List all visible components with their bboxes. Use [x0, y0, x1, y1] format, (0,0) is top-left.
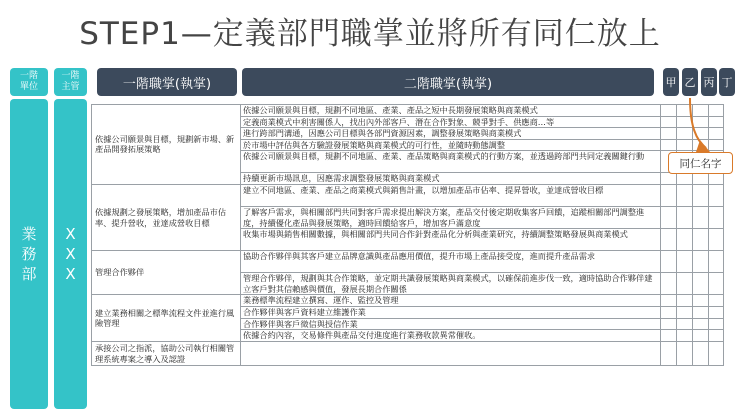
- assign-cell[interactable]: [661, 306, 677, 318]
- assign-cell[interactable]: [709, 206, 724, 228]
- unit-header: [10, 68, 48, 96]
- assign-cell[interactable]: [661, 318, 677, 330]
- level2-cell: 依據公司願景與目標，規劃不同地區、產業、產品之短中長期發展策略與商業模式: [241, 105, 661, 117]
- unit-header-line2: 單位: [19, 82, 38, 92]
- assign-cell[interactable]: [709, 229, 724, 251]
- assign-cell[interactable]: [677, 206, 693, 228]
- assign-cell[interactable]: [693, 295, 709, 307]
- level2-cell: 業務標準流程建立撰寫、運作、監控及管理: [241, 295, 661, 307]
- table-row: [92, 184, 724, 206]
- assign-cell[interactable]: [709, 295, 724, 307]
- level2-cell: [241, 342, 661, 366]
- assign-cell[interactable]: [677, 330, 693, 342]
- supervisor-char: X: [65, 245, 76, 263]
- assign-cell[interactable]: [693, 330, 709, 342]
- letter-header-bing: 丙: [701, 68, 717, 96]
- assign-cell[interactable]: [677, 229, 693, 251]
- assign-cell[interactable]: [709, 273, 724, 295]
- assign-cell[interactable]: [677, 295, 693, 307]
- level1-cell: 依據規劃之發展策略，增加產品市佔率、提升營收，並達成營收目標: [92, 184, 241, 250]
- level1-duty-header: 一階職掌(執掌): [97, 68, 237, 96]
- supervisor-header-line2: 主管: [61, 82, 80, 92]
- assign-cell[interactable]: [661, 184, 677, 206]
- level1-cell: 建立業務相關之標準流程文件並進行風險管理: [92, 295, 241, 342]
- assign-cell[interactable]: [709, 330, 724, 342]
- assign-cell[interactable]: [709, 251, 724, 273]
- table-row: [92, 295, 724, 307]
- assign-cell[interactable]: [693, 184, 709, 206]
- assign-cell[interactable]: [709, 184, 724, 206]
- unit-char: 務: [21, 245, 37, 263]
- assign-cell[interactable]: [693, 229, 709, 251]
- assign-cell[interactable]: [693, 206, 709, 228]
- assign-cell[interactable]: [661, 206, 677, 228]
- assign-cell[interactable]: [677, 184, 693, 206]
- level2-cell: 合作夥伴與客戶資料建立維護作業: [241, 306, 661, 318]
- assign-cell[interactable]: [677, 251, 693, 273]
- assign-cell[interactable]: [709, 318, 724, 330]
- assign-cell[interactable]: [693, 318, 709, 330]
- assign-cell[interactable]: [709, 306, 724, 318]
- assign-cell[interactable]: [677, 342, 693, 366]
- table-row: [92, 105, 724, 117]
- level2-duty-header: 二階職掌(執掌): [242, 68, 654, 96]
- assign-cell[interactable]: [677, 173, 693, 185]
- level2-cell: 管理合作夥伴，規劃與其合作策略，並定期共識發展策略與商業模式，以確保前進步伐一致，適時協助合作夥伴建立客戶對其信賴感與價值，發展長期合作關係: [241, 273, 661, 295]
- assign-cell[interactable]: [661, 173, 677, 185]
- colleague-name-tag: 同仁名字: [668, 152, 733, 174]
- level1-cell: 管理合作夥伴: [92, 251, 241, 295]
- level2-cell: 於市場中評估與各方驗證發展策略與商業模式的可行性，並隨時動態調整: [241, 139, 661, 151]
- assign-cell[interactable]: [693, 173, 709, 185]
- unit-char: 部: [21, 265, 37, 283]
- level2-cell: 定義商業模式中利害關係人，找出內外部客戶、潛在合作對象、競爭對手、供應商…等: [241, 116, 661, 128]
- unit-char: 業: [21, 225, 37, 243]
- assign-cell[interactable]: [661, 251, 677, 273]
- letter-header-jia: 甲: [663, 68, 679, 96]
- duty-table: [91, 104, 724, 366]
- level2-cell: 依據公司願景與目標，規劃不同地區、產業、產品策略與商業模式的行動方案，並透過跨部門共同定義關鍵行動: [241, 151, 661, 173]
- supervisor-header-line1: 一階: [61, 71, 80, 81]
- unit-column: [10, 99, 48, 409]
- assign-cell[interactable]: [677, 306, 693, 318]
- assign-cell[interactable]: [677, 273, 693, 295]
- assign-cell[interactable]: [661, 295, 677, 307]
- assign-cell[interactable]: [661, 273, 677, 295]
- level1-cell: 依據公司願景與目標，規劃新市場、新產品開發拓展策略: [92, 105, 241, 185]
- table-row: [92, 342, 724, 366]
- assign-cell[interactable]: [661, 229, 677, 251]
- level2-cell: 建立不同地區、產業、產品之商業模式與銷售計畫，以增加產品市佔率、提昇營收，並達成營收目標: [241, 184, 661, 206]
- level2-cell: 依據合約內容，交易條件與產品交付進度進行業務收款異常催收。: [241, 330, 661, 342]
- curved-arrow-icon: [660, 96, 720, 156]
- letter-header-ding: 丁: [719, 68, 735, 96]
- assign-cell[interactable]: [677, 318, 693, 330]
- level2-cell: 收集市場與銷售相關數據，與相關部門共同合作針對產品化分析與產業研究，持續調整策略發展與商業模式: [241, 229, 661, 251]
- assign-cell[interactable]: [709, 342, 724, 366]
- level1-cell: 承接公司之指派，協助公司執行相關管理系統專案之導入及認證: [92, 342, 241, 366]
- supervisor-column: [54, 99, 87, 409]
- assign-cell[interactable]: [693, 306, 709, 318]
- supervisor-char: X: [65, 265, 76, 283]
- supervisor-header: [54, 68, 87, 96]
- assign-cell[interactable]: [693, 342, 709, 366]
- level2-cell: 進行跨部門溝通，因應公司目標與各部門資源因素，調整發展策略與商業模式: [241, 128, 661, 140]
- level2-cell: 了解客戶需求，與相關部門共同對客戶需求提出解決方案，產品交付後定期收集客戶回饋，追蹤相關部門調整進度，持續優化產品與發展策略，適時回饋給客戶，增加客戶滿意度: [241, 206, 661, 228]
- table-row: [92, 251, 724, 273]
- level2-cell: 協助合作夥伴與其客戶建立品牌意識與產品應用價值，提升市場上產品接受度，進而提升產品需求: [241, 251, 661, 273]
- level2-cell: 持續更新市場訊息，因應需求調整發展策略與商業模式: [241, 173, 661, 185]
- unit-header-line1: 一階: [19, 71, 38, 81]
- supervisor-char: X: [65, 225, 76, 243]
- assign-cell[interactable]: [709, 173, 724, 185]
- assign-cell[interactable]: [693, 273, 709, 295]
- level2-cell: 合作夥伴與客戶徵信與授信作業: [241, 318, 661, 330]
- page-title: STEP1—定義部門職掌並將所有同仁放上: [79, 16, 661, 52]
- assign-cell[interactable]: [661, 330, 677, 342]
- assign-cell[interactable]: [693, 251, 709, 273]
- letter-header-yi: 乙: [682, 68, 698, 96]
- assign-cell[interactable]: [661, 342, 677, 366]
